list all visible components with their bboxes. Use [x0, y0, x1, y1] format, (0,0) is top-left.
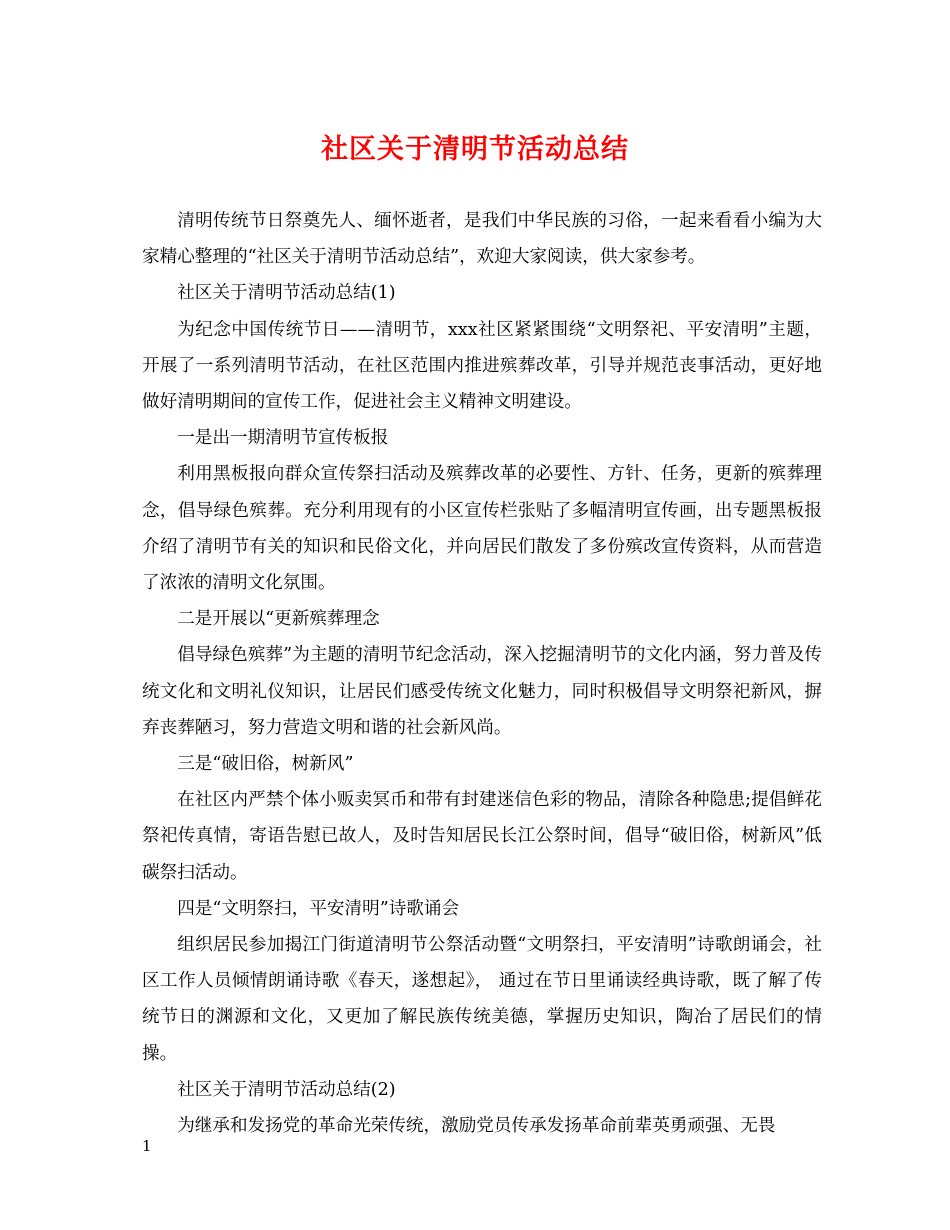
subheading: 三是“破旧俗，树新风”: [177, 754, 354, 775]
paragraph: 为纪念中国传统节日——清明节，xxx社区紧紧围绕“文明祭祀、平安清明”主题，开展了一系列清明节活动，在社区范围内推进殡葬改革，引导并规范丧事活动，更好地做好清明期间的宣传工作，促进社会主义精神文明建设。: [142, 319, 822, 413]
document-body: [142, 203, 822, 1144]
subheading: 四是“文明祭扫，平安清明”诗歌诵会: [177, 898, 460, 919]
subheading: 二是开展以“更新殡葬理念: [177, 609, 380, 630]
paragraph: 利用黑板报向群众宣传祭扫活动及殡葬改革的必要性、方针、任务，更新的殡葬理念，倡导绿色殡葬。充分利用现有的小区宣传栏张贴了多幅清明宣传画，出专题黑板报介绍了清明节有关的知识和民俗文化，并向居民们散发了多份殡改宣传资料，从而营造了浓浓的清明文化氛围。: [142, 464, 822, 594]
section-heading: 社区关于清明节活动总结(2): [177, 1079, 396, 1100]
subheading: 一是出一期清明节宣传板报: [177, 428, 389, 449]
section-heading: 社区关于清明节活动总结(1): [177, 283, 396, 304]
paragraph: 倡导绿色殡葬”为主题的清明节纪念活动，深入挖掘清明节的文化内涵，努力普及传统文化和文明礼仪知识，让居民们感受传统文化魅力，同时积极倡导文明祭祀新风，摒弃丧葬陋习，努力营造文明和谐的社会新风尚。: [142, 645, 822, 738]
document-title: 社区关于清明节活动总结: [321, 134, 629, 165]
page-number: 1: [142, 1137, 152, 1155]
paragraph: 组织居民参加揭江门街道清明节公祭活动暨“文明祭扫，平安清明”诗歌朗诵会，社区工作人员倾情朗诵诗歌《春天，遂想起》， 通过在节日里诵读经典诗歌，既了解了传统节日的渊源和文化，又更加了解民族传统美德，掌握历史知识，陶冶了居民们的情操。: [142, 935, 822, 1064]
paragraph: 在社区内严禁个体小贩卖冥币和带有封建迷信色彩的物品，清除各种隐患;提倡鲜花祭祀传真情，寄语告慰已故人，及时告知居民长江公祭时间，倡导“破旧俗，树新风”低碳祭扫活动。: [142, 790, 822, 883]
paragraph: 为继承和发扬党的革命光荣传统，激励党员传承发扬革命前辈英勇顽强、无畏: [177, 1116, 776, 1137]
paragraph: 清明传统节日祭奠先人、缅怀逝者，是我们中华民族的习俗，一起来看看小编为大家精心整理的“社区关于清明节活动总结”，欢迎大家阅读，供大家参考。: [142, 211, 822, 268]
